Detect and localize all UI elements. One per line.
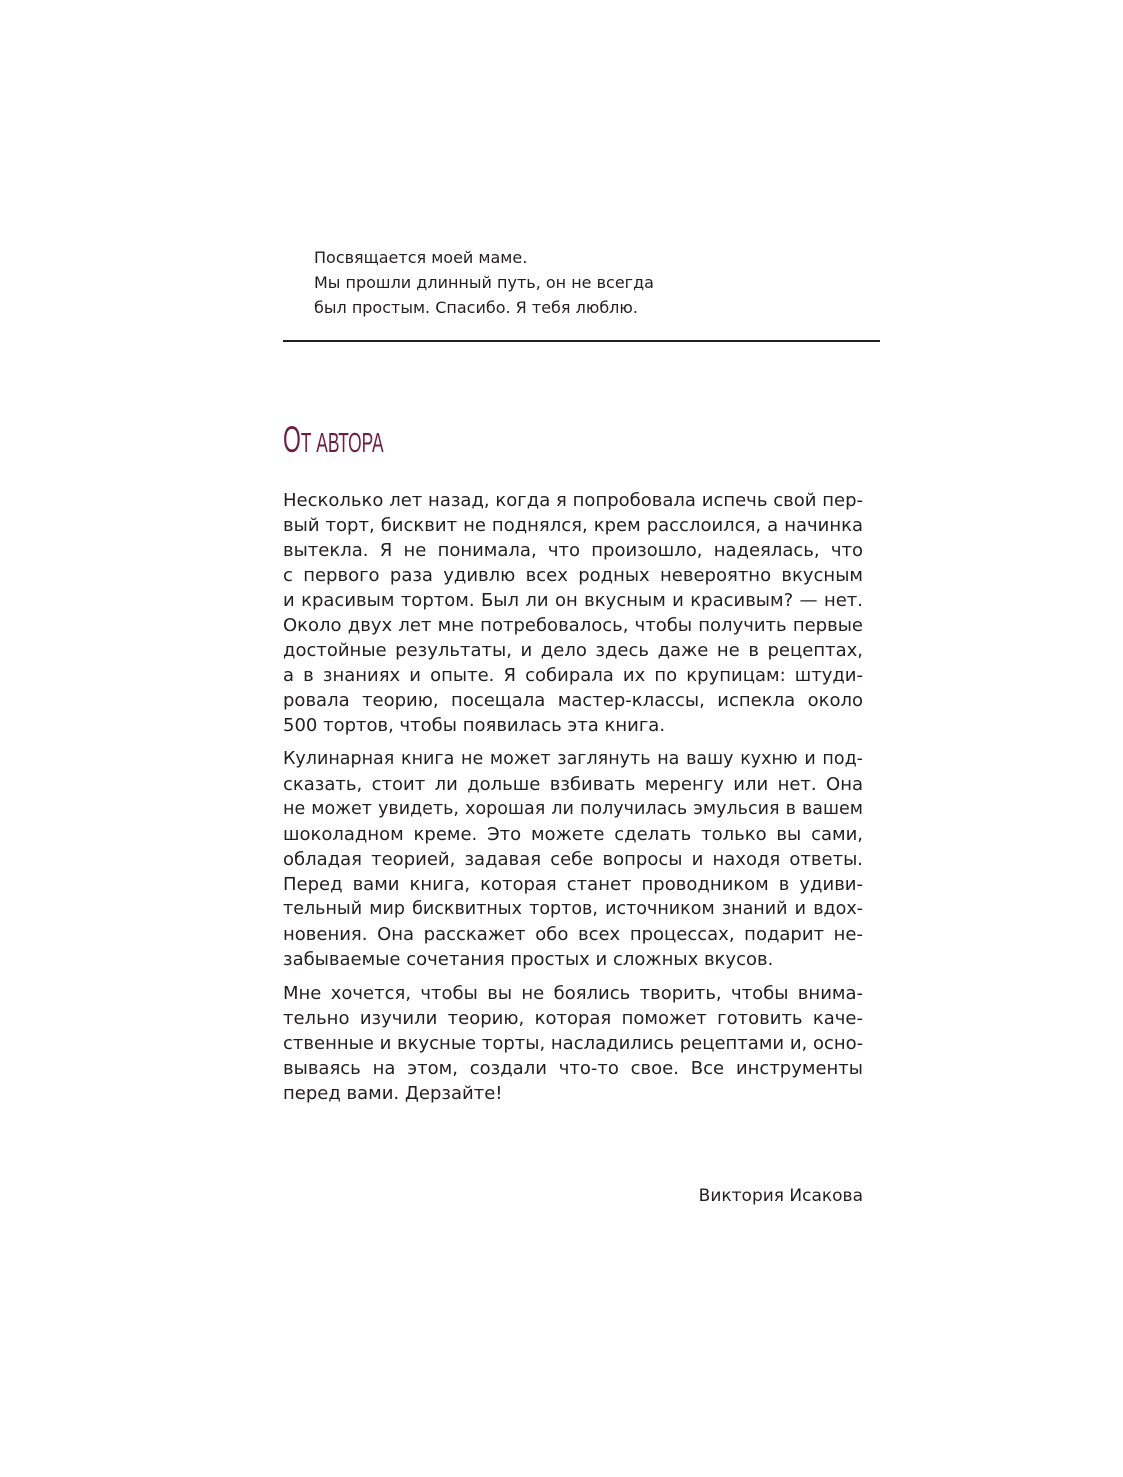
text-line: ственные и вкусные торты, насладились рецептами и, осно-	[283, 1033, 863, 1054]
dedication-line: был простым. Спасибо. Я тебя люблю.	[314, 298, 638, 317]
section-heading	[283, 420, 384, 463]
text-line: а в знаниях и опыте. Я собирала их по крупицам: штуди-	[283, 665, 863, 686]
divider	[283, 340, 880, 342]
text-line: вый торт, бисквит не поднялся, крем расслоился, а начинка	[283, 515, 863, 536]
paragraph	[283, 981, 863, 1106]
text-line: Перед вами книга, которая станет проводником в удиви-	[283, 874, 863, 895]
text-line: вываясь на этом, создали что-то свое. Все инструменты	[283, 1058, 863, 1079]
text-line: сказать, стоит ли дольше взбивать меренгу или нет. Она	[283, 774, 863, 795]
text-line: вытекла. Я не понимала, что произошло, надеялась, что	[283, 540, 863, 561]
text-line: обладая теорией, задавая себе вопросы и находя ответы.	[283, 849, 863, 870]
text-line: 500 тортов, чтобы появилась эта книга.	[283, 715, 666, 736]
text-line: тельно изучили теорию, которая поможет готовить каче-	[283, 1008, 863, 1029]
text-line: тельный мир бисквитных тортов, источником знаний и вдох-	[283, 899, 863, 919]
text-line: забываемые сочетания простых и сложных вкусов.	[283, 949, 774, 970]
text-line: перед вами. Дерзайте!	[283, 1083, 503, 1104]
text-line: Мне хочется, чтобы вы не боялись творить, чтобы внима-	[283, 983, 863, 1004]
text-line: Около двух лет мне потребовалось, чтобы получить первые	[283, 615, 863, 636]
text-line: ровала теорию, посещала мастер-классы, испекла около	[283, 690, 863, 711]
heading-initial: О	[283, 419, 301, 460]
text-line: с первого раза удивлю всех родных невероятно вкусным	[283, 565, 863, 586]
paragraph	[283, 488, 863, 738]
text-line: и красивым тортом. Был ли он вкусным и красивым? — нет.	[283, 590, 863, 611]
text-line: Кулинарная книга не может заглянуть на вашу кухню и под-	[283, 749, 863, 769]
dedication-line: Мы прошли длинный путь, он не всегда	[314, 273, 654, 292]
text-line: Несколько лет назад, когда я попробовала испечь свой пер-	[283, 490, 863, 511]
text-line: новения. Она расскажет обо всех процессах, подарит не-	[283, 924, 863, 945]
paragraph	[283, 747, 863, 972]
author-signature: Виктория Исакова	[698, 1186, 863, 1206]
text-line: шоколадном креме. Это можете сделать только вы сами,	[283, 824, 863, 845]
dedication-line: Посвящается моей маме.	[314, 248, 528, 267]
text-line: не может увидеть, хорошая ли получилась эмульсия в вашем	[283, 799, 863, 819]
body-text	[283, 488, 863, 1115]
text-line: достойные результаты, и дело здесь даже не в рецептах,	[283, 640, 863, 661]
heading-rest: Т АВТОРА	[300, 427, 384, 458]
dedication	[314, 245, 654, 320]
